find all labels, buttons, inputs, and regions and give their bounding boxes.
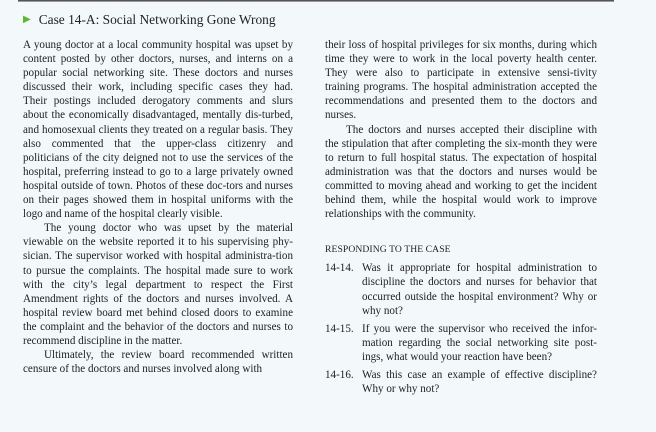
question-text: If you were the supervisor who received the infor-mation regarding the social networking site post-ings, what would your reaction have been? — [362, 322, 597, 363]
paragraph: The young doctor who was upset by the material viewable on the website reported it to his supervising phy-sician. The supervisor worked with hospital administra-tion to pursue the complaints. The hospital made sure to work with the city’s legal department to respect the First Amendment rights of the doctors and nurses involved. A hospital review board met behind closed doors to examine the complaint and the behavior of the doctors and nurses to recommend discipline in the matter. — [23, 222, 293, 347]
question-text: Was this case an example of effective discipline? Why or why not? — [362, 368, 597, 396]
previous-content-box — [18, 0, 614, 1]
question-text: Was it appropriate for hospital administration to discipline the doctors and nurses for behavior that occurred outside the hospital environment? Why or why not? — [362, 262, 597, 317]
paragraph: their loss of hospital privileges for six months, during which time they were to work in the local poverty health center. They were also to participate in extensive sensi-tivity training programs. The hospital administration accepted the recommendations and presented them to the doctors and nurses. — [325, 39, 597, 122]
paragraph: The doctors and nurses accepted their discipline with the stipulation that after completing the six-month they were to return to full hospital status. The expectation of hospital administration was that the doctors and nurses would be committed to moving ahead and working to get the incident behind them, while the hospital would work to improve relationships with the community. — [325, 123, 597, 221]
paragraph: Ultimately, the review board recommended written censure of the doctors and nurses involved along with — [23, 349, 293, 376]
question-number: 14-15. — [325, 322, 354, 335]
question-item — [325, 368, 597, 396]
case-title: Case 14-A: Social Networking Gone Wrong — [38, 12, 276, 27]
triangle-arrow-icon: ▶ — [23, 13, 31, 25]
section-heading: RESPONDING TO THE CASE — [325, 244, 451, 256]
left-column — [23, 38, 293, 376]
question-number: 14-14. — [325, 262, 354, 275]
question-item — [325, 261, 597, 317]
question-number: 14-16. — [325, 368, 354, 381]
case-heading — [23, 12, 276, 28]
paragraph: A young doctor at a local community hospital was upset by content posted by other doctors, nurses, and interns on a popular social networking site. These doctors and nurses discussed their work, including specific cases they had. Their postings included derogatory comments and slurs about the economically disadvantaged, mentally dis-turbed, and homosexual clients they treated on a regular basis. They also commented that the upper-class citizenry and politicians of the city deigned not to use the services of the hospital, preferring instead to go to a large privately owned hospital outside of town. Photos of these doc-tors and nurses on their pages showed them in hospital uniforms with the logo and name of the hospital clearly visible. — [23, 39, 293, 221]
right-column — [325, 38, 597, 396]
question-item — [325, 322, 597, 364]
